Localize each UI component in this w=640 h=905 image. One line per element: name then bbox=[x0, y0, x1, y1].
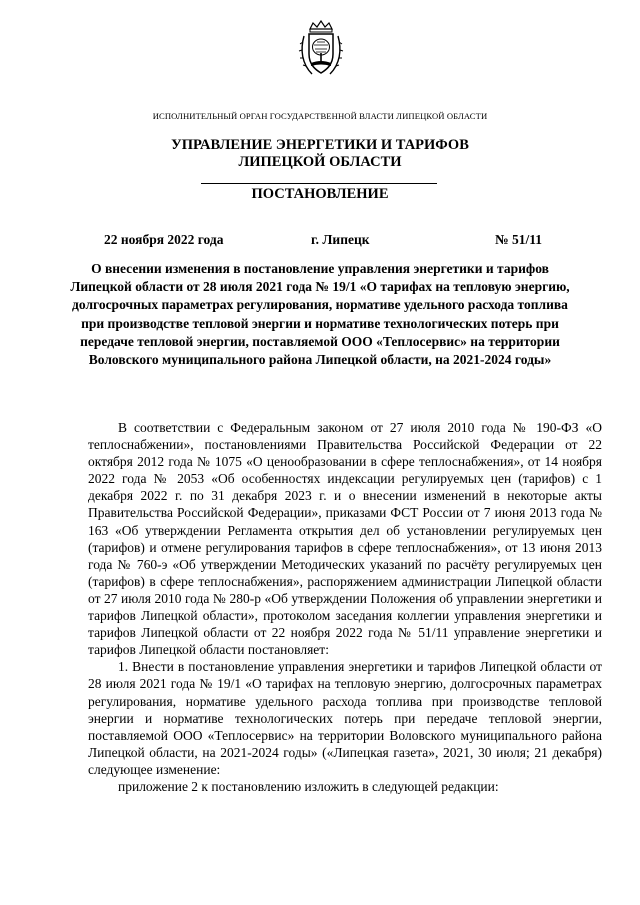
document-type: ПОСТАНОВЛЕНИЕ bbox=[251, 186, 389, 202]
document-number: № 51/11 bbox=[495, 232, 542, 247]
department-name bbox=[0, 137, 640, 171]
body-paragraph-preamble: В соответствии с Федеральным законом от 27 июля 2010 года № 190-ФЗ «О теплоснабжении», постановлениями Правительства Российской Федерации от 22 октября 2012 года № 1075 «О ценообразовании в сфере теплоснабжения», от 14 ноября 2022 года № 2053 «Об особенностях индексации регулируемых цен (тарифов) с 1 декабря 2022 г. по 31 декабря 2023 г. и о внесении изменений в некоторые акты Правительства Российской Федерации», приказами ФСТ России от 7 июня 2013 года № 163 «Об утверждении Регламента открытия дел об установлении регулируемых цен (тарифов) и отмене регулирования тарифов в сфере теплоснабжения», от 13 июня 2013 года № 760-э «Об утверждении Методических указаний по расчёту регулируемых цен (тарифов) в сфере теплоснабжения», распоряжением администрации Липецкой области от 27 июля 2010 года № 280-р «Об утверждении Положения об управлении энергетики и тарифов Липецкой области», протоколом заседания коллегии управления энергетики и тарифов Липецкой области от 22 ноября 2022 года № 51/11 управление энергетики и тарифов Липецкой области постановляет: bbox=[88, 420, 602, 658]
document-date: 22 ноября 2022 года bbox=[104, 232, 224, 247]
body-paragraph-item-1: 1. Внести в постановление управления энергетики и тарифов Липецкой области от 28 июля 2021 года № 19/1 «О тарифах на тепловую энергию, долгосрочных параметрах регулирования, нормативе удельного расхода топлива при производстве тепловой энергии и нормативе технологических потерь при передаче тепловой энергии, поставляемой ООО «Теплосервис» на территории Воловского муниципального района Липецкой области, на 2021-2024 годы» («Липецкая газета», 2021, 30 июля; 21 декабря) следующее изменение: bbox=[88, 659, 602, 777]
issuing-authority: ИСПОЛНИТЕЛЬНЫЙ ОРГАН ГОСУДАРСТВЕННОЙ ВЛАСТИ ЛИПЕЦКОЙ ОБЛАСТИ bbox=[152, 111, 488, 121]
department-name-line-2: ЛИПЕЦКОЙ ОБЛАСТИ bbox=[238, 154, 402, 170]
body-paragraph-annex: приложение 2 к постановлению изложить в следующей редакции: bbox=[118, 778, 499, 794]
header-divider bbox=[201, 183, 437, 184]
department-name-line-1: УПРАВЛЕНИЕ ЭНЕРГЕТИКИ И ТАРИФОВ bbox=[171, 137, 469, 153]
coat-of-arms-icon bbox=[298, 20, 344, 78]
document-city: г. Липецк bbox=[311, 232, 370, 247]
document-title: О внесении изменения в постановление управления энергетики и тарифов Липецкой области от 28 июля 2021 года № 19/1 «О тарифах на тепловую энергию, долгосрочных параметрах регулирования, нормативе удельного расхода топлива при производстве тепловой энергии и нормативе технологических потерь при передаче тепловой энергии, поставляемой ООО «Теплосервис» на территории Воловского муниципального района Липецкой области, на 2021-2024 годы» bbox=[70, 261, 570, 368]
document-body bbox=[88, 419, 602, 795]
